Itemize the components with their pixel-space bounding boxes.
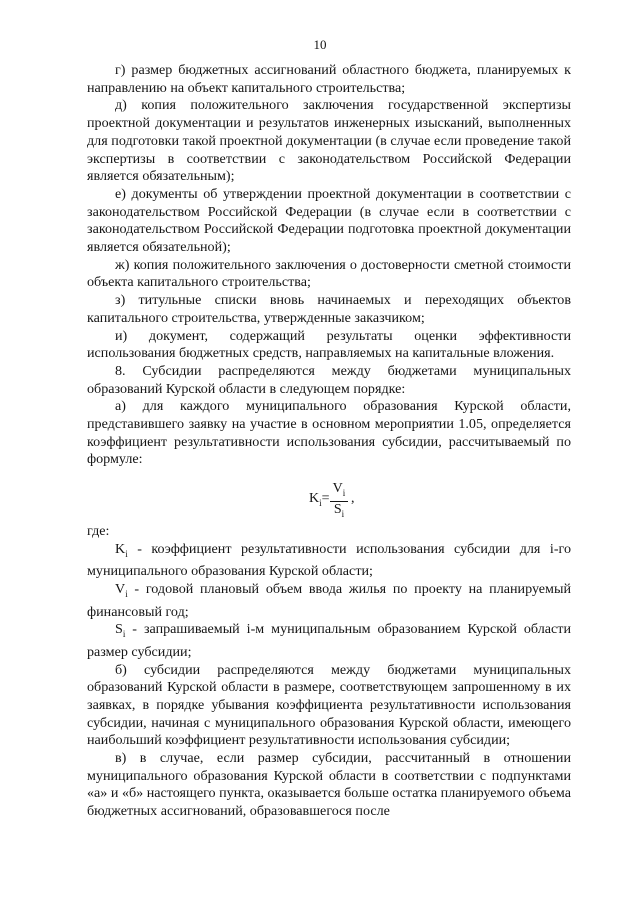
document-body [87,62,571,821]
formula-fraction [330,481,348,522]
formula-denominator: $S_i$ [333,501,345,519]
definition-s: $S_i$ - запрашиваемый i-м муниципальным образованием Курской области размер субсидии; [87,621,571,660]
paragraph-8: 8. Субсидии распределяются между бюджетами муниципальных образований Курской области в следующем порядке: [87,362,571,397]
formula-numerator: $V_i$ [330,481,348,502]
formula [87,469,571,523]
page-number: 10 [313,37,327,52]
paragraph-z: з) титульные списки вновь начинаемых и переходящих объектов капитального строительства, утвержденные заказчиком; [87,292,571,326]
paragraph-a: а) для каждого муниципального образования Курской области, представившего заявку на участие в основном мероприятии 1.05, определяется коэффициент результативности использования субсидии, рассчитываемый по формуле: [87,398,571,468]
formula-comma: , [351,491,355,507]
formula-lhs: $K_i=$ [309,491,330,508]
paragraph-zh: ж) копия положительного заключения о достоверности сметной стоимости объекта капитального строительства; [87,256,571,291]
where-label: где: [87,523,110,540]
definition-v: $V_i$ - годовой плановый объем ввода жилья по проекту на планируемый финансовый год; [87,581,571,620]
definition-k: $K_i$ - коэффициент результативности использования субсидии для i-го муниципального образования Курской области; [87,540,571,580]
paragraph-b: б) субсидии распределяются между бюджетами муниципальных образований Курской области в размере, соответствующем запрошенному в их заявках, в порядке убывания коэффициента результативности использования субсидии, начиная с муниципального образования Курской области, имеющего наибольший коэффициент результативности использования субсидии; [87,661,571,749]
paragraph-i: и) документ, содержащий результаты оценки эффективности использования бюджетных средств, направляемых на капитальные вложения. [87,327,571,362]
paragraph-e: е) документы об утверждении проектной документации в соответствии с законодательством Российской Федерации (в случае если в соответствии с законодательством Российской Федерации подготовка проектной документации является обязательной); [87,185,571,256]
paragraph-v: в) в случае, если размер субсидии, рассчитанный в отношении муниципального образования Курской области в соответствии с подпунктами «а» и «б» настоящего пункта, оказывается больше остатка планируемого объема бюджетных ассигнований, образовавшегося после [87,750,572,820]
paragraph-g: г) размер бюджетных ассигнований областного бюджета, планируемых к направлению на объект капитального строительства; [87,62,571,96]
paragraph-d: д) копия положительного заключения государственной экспертизы проектной документации и результатов инженерных изысканий, выполненных для подготовки такой проектной документации (в случае если проведение такой экспертизы в соответствии с законодательством Российской Федерации является обязательным); [87,97,571,185]
